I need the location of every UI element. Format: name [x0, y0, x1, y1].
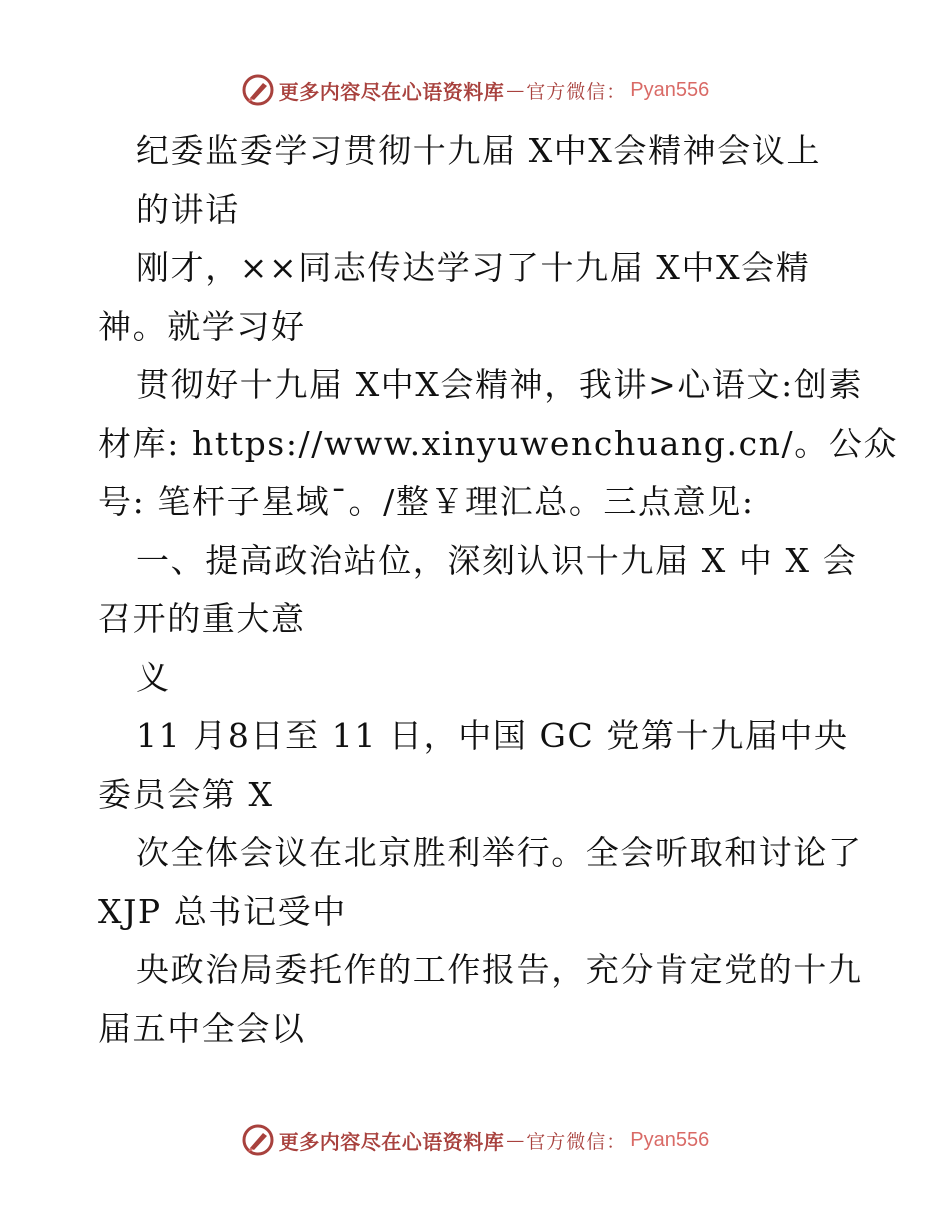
body-line: 贯彻好十九届 X中X会精神，我讲>心语文:创素 [136, 365, 864, 404]
banner-main-text: 更多内容尽在心语资料库 [278, 1129, 505, 1154]
banner-sub-text: 官方微信： [526, 80, 627, 103]
banner-main-text: 更多内容尽在心语资料库 [278, 79, 505, 104]
body-line: 11 月8日至 11 日，中国 GC 党第十九届中央 [136, 716, 849, 755]
body-line: 号: 笔杆子星域¯。/整￥理汇总。三点意见: [98, 482, 755, 521]
title-line-2: 的讲话 [136, 189, 240, 229]
body-line: 材库: https://www.xinyuwenchuang.cn/。公众 [98, 423, 899, 463]
banner-wechat-id: Pyan556 [630, 78, 710, 101]
banner-dash: — [506, 79, 525, 101]
banner-dash: — [506, 1129, 525, 1151]
body-line: 刚才，××同志传达学习了十九届 X中X会精 [136, 248, 811, 287]
header-banner [0, 70, 950, 110]
body-line: 神。就学习好 [98, 306, 306, 346]
pen-logo-icon [241, 1123, 275, 1157]
body-line: 委员会第 X [98, 774, 274, 814]
document-body [98, 122, 899, 1058]
body-line: 央政治局委托作的工作报告，充分肯定党的十九 [136, 950, 863, 989]
section-heading-line: 召开的重大意 [98, 599, 306, 638]
title-line-1: 纪委监委学习贯彻十九届 X中X会精神会议上 [136, 131, 822, 170]
section-heading-line: 一、提高政治站位，深刻认识十九届 X 中 X 会 [136, 540, 858, 580]
pen-logo-icon [241, 73, 275, 107]
body-line: XJP 总书记受中 [98, 891, 347, 931]
section-heading-line: 义 [136, 657, 171, 697]
body-line: 次全体会议在北京胜利举行。全会听取和讨论了 [136, 833, 863, 872]
footer-banner [0, 1120, 950, 1160]
banner-sub-text: 官方微信： [526, 1130, 627, 1153]
banner-wechat-id: Pyan556 [630, 1128, 710, 1151]
body-line: 届五中全会以 [98, 1008, 306, 1048]
